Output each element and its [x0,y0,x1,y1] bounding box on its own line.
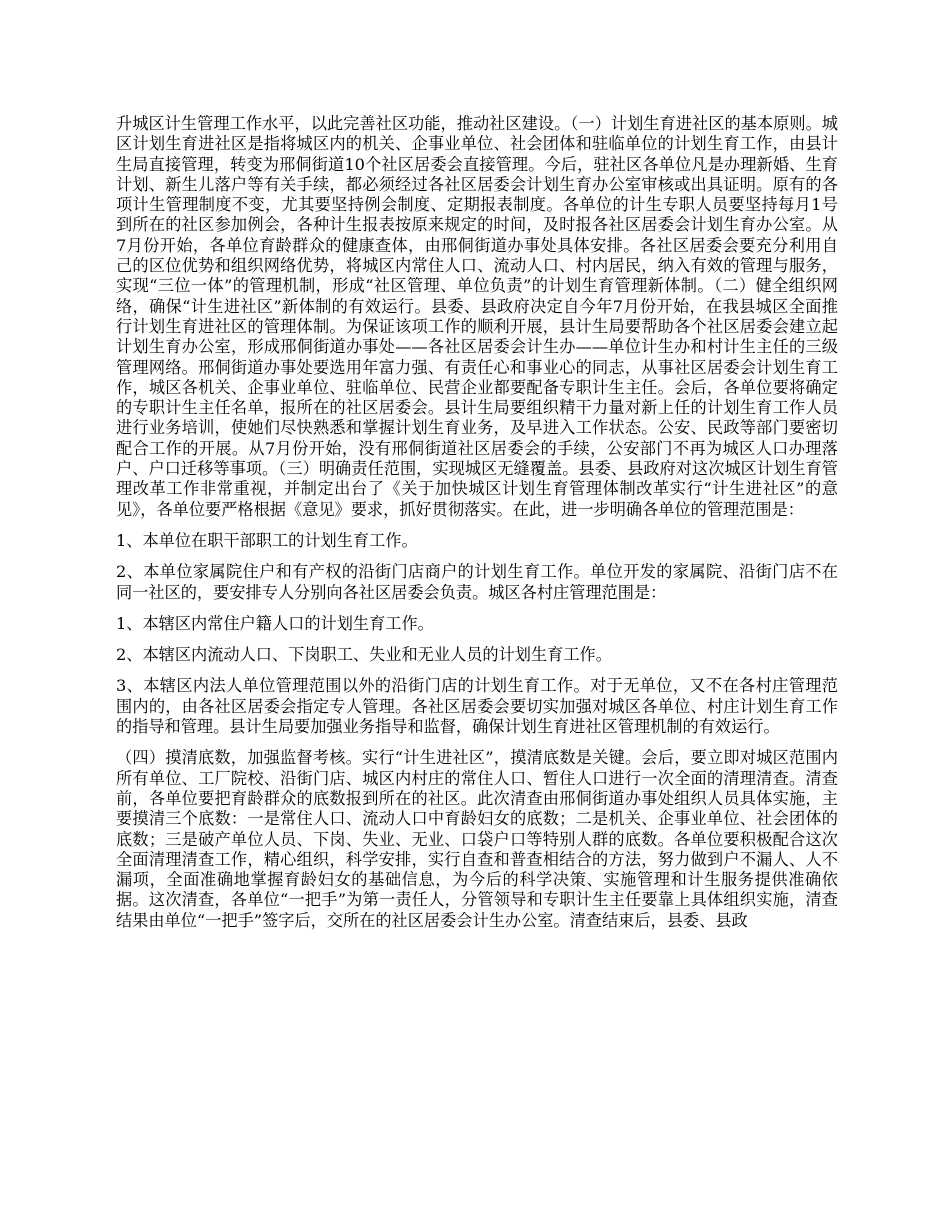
paragraph-unit-scope-1: 1、本单位在职干部职工的计划生育工作。 [116,530,418,550]
paragraph-village-scope-2: 2、本辖区内流动人口、下岗职工、失业和无业人员的计划生育工作。 [116,645,612,665]
paragraph-unit-scope-2: 2、本单位家属院住户和有产权的沿街门店商户的计划生育工作。单位开发的家属院、沿街门店不在同一社区的，要安排专人分别向各社区居委会负责。城区各村庄管理范围是： [116,562,838,602]
paragraph-village-scope-3: 3、本辖区内法人单位管理范围以外的沿街门店的计划生育工作。对于无单位，又不在各村庄管理范围内的，由各社区居委会指定专人管理。各社区居委会要切实加强对城区各单位、村庄计划生育工作的指导和管理。县计生局要加强业务指导和监督，确保计划生育进社区管理机制的有效运行。 [116,676,838,737]
paragraph-section-4: （四）摸清底数，加强监督考核。实行“计生进社区”，摸清底数是关键。会后，要立即对城区范围内所有单位、工厂院校、沿街门店、城区内村庄的常住人口、暂住人口进行一次全面的清理清查。清查前，各单位要把育龄群众的底数报到所在的社区。此次清查由邢侗街道办事处组织人员具体实施，主要摸清三个底数：一是常住人口、流动人口中育龄妇女的底数；二是机关、企事业单位、社会团体的底数；三是破产单位人员、下岗、失业、无业、口袋户口等特别人群的底数。各单位要积极配合这次全面清理清查工作，精心组织，科学安排，实行自查和普查相结合的方法，努力做到户不漏人、人不漏项，全面准确地掌握育龄妇女的基础信息，为今后的科学决策、实施管理和计生服务提供准确依据。这次清查，各单位“一把手”为第一责任人，分管领导和专职计生主任要靠上具体组织实施，清查结果由单位“一把手”签字后，交所在的社区居委会计生办公室。清查结束后，县委、县政 [116,748,838,930]
paragraph-intro-sections-1-3: 升城区计生管理工作水平，以此完善社区功能，推动社区建设。（一）计划生育进社区的基本原则。城区计划生育进社区是指将城区内的机关、企事业单位、社会团体和驻临单位的计划生育工作，由县计生局直接管理，转变为邢侗街道10个社区居委会直接管理。今后，驻社区各单位凡是办理新婚、生育计划、新生儿落户等有关手续，都必须经过各社区居委会计划生育办公室审核或出具证明。原有的各项计生管理制度不变，尤其要坚持例会制度、定期报表制度。各单位的计生专职人员要坚持每月1号到所在的社区参加例会，各种计生报表按原来规定的时间，及时报各社区居委会计划生育办公室。从7月份开始，各单位育龄群众的健康查体，由邢侗街道办事处具体安排。各社区居委会要充分利用自己的区位优势和组织网络优势，将城区内常住人口、流动人口、村内居民，纳入有效的管理与服务，实现“三位一体”的管理机制，形成“社区管理、单位负责”的计划生育管理新体制。（二）健全组织网络，确保“计生进社区”新体制的有效运行。县委、县政府决定自今年7月份开始，在我县城区全面推行计划生育进社区的管理体制。为保证该项工作的顺利开展，县计生局要帮助各个社区居委会建立起计划生育办公室，形成邢侗街道办事处——各社区居委会计生办——单位计生办和村计生主任的三级管理网络。邢侗街道办事处要选用年富力强、有责任心和事业心的同志，从事社区居委会计划生育工作，城区各机关、企事业单位、驻临单位、民营企业都要配备专职计生主任。会后，各单位要将确定的专职计生主任名单，报所在的社区居委会。县计生局要组织精干力量对新上任的计划生育工作人员进行业务培训，使她们尽快熟悉和掌握计划生育业务，及早进入工作状态。公安、民政等部门要密切配合工作的开展。从7月份开始，没有邢侗街道社区居委会的手续，公安部门不再为城区人口办理落户、户口迁移等事项。（三）明确责任范围，实现城区无缝覆盖。县委、县政府对这次城区计划生育管理改革工作非常重视，并制定出台了《关于加快城区计划生育管理体制改革实行“计生进社区”的意见》，各单位要严格根据《意见》要求，抓好贯彻落实。在此，进一步明确各单位的管理范围是： [116,114,838,519]
document-body [116,114,838,942]
paragraph-village-scope-1: 1、本辖区内常住户籍人口的计划生育工作。 [116,613,434,633]
